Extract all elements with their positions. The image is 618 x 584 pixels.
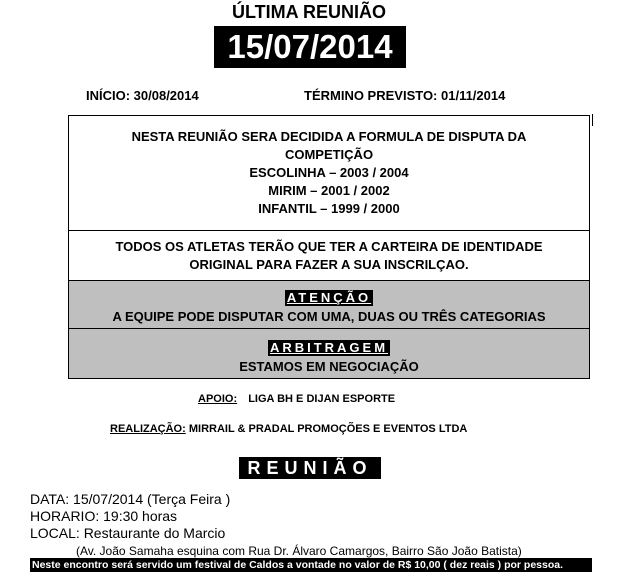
organizer-line: [110, 423, 467, 435]
athletes-line-2: ORIGINAL PARA FAZER A SUA INSCRILÇAO.: [189, 257, 469, 272]
support-line: [198, 393, 395, 405]
meeting-date-banner: 15/07/2014: [214, 26, 406, 68]
formula-line-1: NESTA REUNIÃO SERA DECIDIDA A FORMULA DE DISPUTA DA: [131, 129, 527, 144]
attention-cell: [69, 281, 589, 329]
page-title: ÚLTIMA REUNIÃO: [232, 2, 386, 22]
refereeing-heading: ARBITRAGEM: [269, 340, 389, 355]
support-label: APOIO:: [198, 393, 238, 405]
text-cursor: [592, 114, 593, 126]
meeting-heading: REUNIÃO: [239, 457, 381, 479]
end-date: TÉRMINO PREVISTO: 01/11/2014: [304, 88, 506, 103]
category-escolinha: ESCOLINHA – 2003 / 2004: [249, 165, 409, 180]
attention-text: A EQUIPE PODE DISPUTAR COM UMA, DUAS OU TRÊS CATEGORIAS: [112, 309, 546, 324]
attention-heading: ATENÇÃO: [286, 290, 372, 305]
formula-line-2: COMPETIÇÃO: [284, 147, 374, 162]
meeting-date: DATA: 15/07/2014 (Terça Feira ): [30, 491, 231, 507]
formula-cell: [69, 116, 589, 231]
support-value: LIGA BH E DIJAN ESPORTE: [248, 393, 396, 405]
meeting-time: HORARIO: 19:30 horas: [30, 508, 178, 524]
organizer-value: MIRRAIL & PRADAL PROMOÇÕES E EVENTOS LTDA: [188, 423, 468, 435]
organizer-label: REALIZAÇÃO:: [110, 423, 186, 435]
athletes-line-1: TODOS OS ATLETAS TERÃO QUE TER A CARTEIRA DE IDENTIDADE: [115, 239, 543, 254]
refereeing-cell: [69, 329, 589, 378]
start-date: INÍCIO: 30/08/2014: [86, 88, 199, 103]
category-mirim: MIRIM – 2001 / 2002: [268, 183, 390, 198]
meeting-address: (Av. João Samaha esquina com Rua Dr. Álvaro Camargos, Bairro São João Batista): [76, 544, 522, 558]
meeting-notice: Neste encontro será servido um festival de Caldos a vontade no valor de R$ 10,00 ( dez reais ) por pessoa.: [30, 558, 592, 572]
category-infantil: INFANTIL – 1999 / 2000: [258, 201, 400, 216]
meeting-location: LOCAL: Restaurante do Marcio: [30, 525, 226, 541]
refereeing-text: ESTAMOS EM NEGOCIAÇÃO: [239, 359, 419, 374]
info-table: [68, 115, 590, 379]
athletes-cell: [69, 231, 589, 281]
